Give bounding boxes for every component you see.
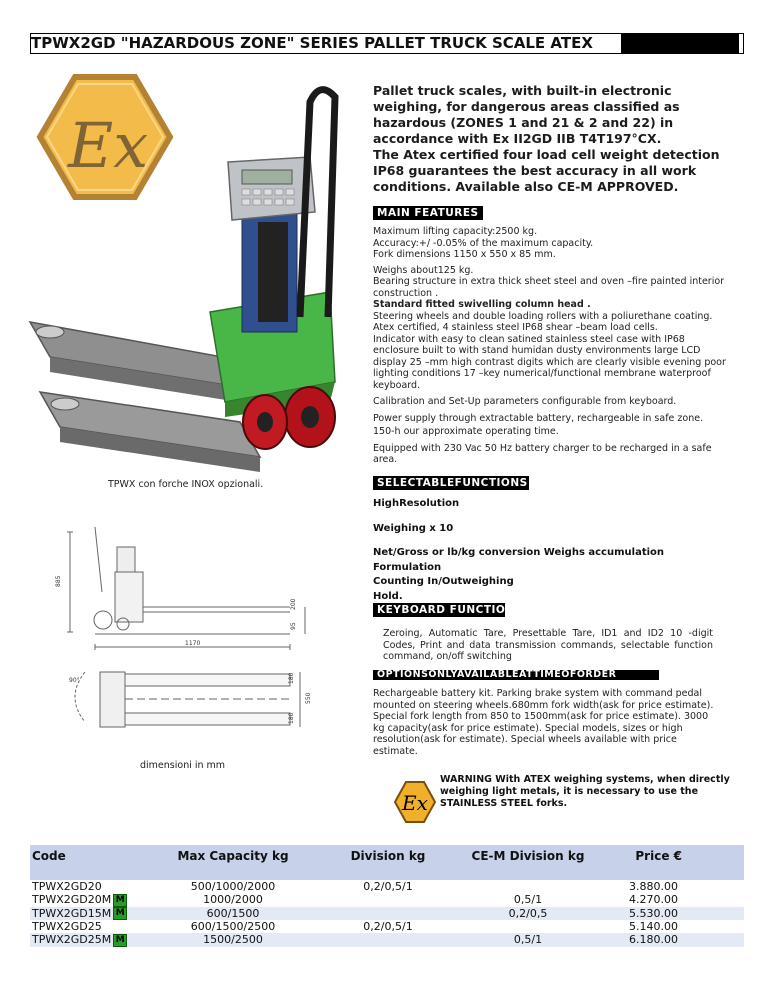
table-row (30, 920, 744, 933)
page-title: TPWX2GD "HAZARDOUS ZONE" SERIES PALLET TRUCK SCALE ATEX (30, 33, 744, 54)
svg-text:Ex: Ex (68, 109, 149, 182)
row-code: TPWX2GD20M (32, 893, 112, 906)
options-header: OPTIONSONLYAVAILABLEATTIMEOFORDER (373, 670, 659, 680)
row-price: 4.270.00 (629, 893, 678, 907)
row-price: 5.530.00 (608, 907, 744, 921)
row-capacity: 500/1000/2000 (190, 880, 276, 893)
row-division: 0,2/0,5/1 (363, 920, 413, 933)
dim-1170: 1170 (185, 640, 201, 647)
col-header-division: Division kg (328, 845, 448, 880)
row-division (328, 907, 448, 921)
title-bar-fill (621, 34, 739, 53)
table-row (30, 880, 744, 893)
warning-text: WARNING With ATEX weighing systems, when directly weighing light metals, it is necessary to use the STAINLESS STEEL forks. (440, 774, 730, 809)
feature-item: Steering wheels and double loading rollers with a poliurethane coating. (373, 310, 713, 322)
feature-item: Bearing structure in extra thick sheet steel and oven –fire painted interior construction . (373, 276, 725, 299)
dim-550: 550 (305, 692, 312, 704)
table-row (30, 907, 744, 921)
feature-item: 150-h our approximate operating time. (373, 426, 559, 437)
row-division (328, 933, 448, 947)
price-table (30, 845, 744, 947)
feature-item: Calibration and Set-Up parameters configurable from keyboard. (373, 396, 677, 407)
row-cem-division: 0,2/0,5 (448, 907, 608, 921)
drawing-caption: dimensioni in mm (140, 760, 226, 771)
options-text: Rechargeable battery kit. Parking brake system with command pedal mounted on steering wheels.680mm fork width(ask for price estimate). Special fork length from 850 to 1500mm(ask for price estimate). 3000 kg capacity(ask for price estimate). Special models, sizes or high resolution(ask for estimate). Special wheels available with price estimate. (373, 688, 714, 757)
cem-badge: M (113, 907, 127, 920)
row-cem-division: 0,5/1 (448, 933, 608, 947)
row-code: TPWX2GD20 (32, 880, 102, 893)
function-item: Formulation (373, 561, 442, 573)
row-code: TPWX2GD25 (32, 920, 102, 933)
function-item: Net/Gross or lb/kg conversion Weighs accumulation (373, 547, 665, 558)
function-item: Weighing x 10 (373, 522, 454, 534)
photo-caption: TPWX con forche INOX opzionali. (108, 479, 264, 490)
intro-text (373, 83, 728, 195)
row-capacity: 1000/2000 (203, 893, 263, 907)
row-division: 0,2/0,5/1 (363, 880, 413, 893)
function-item: HighResolution (373, 498, 460, 509)
main-features-header: MAIN FEATURES (373, 206, 483, 220)
functions-header: SELECTABLEFUNCTIONS (373, 476, 529, 490)
svg-text:Ex: Ex (402, 791, 428, 815)
dim-90: 90° (69, 677, 80, 684)
row-code: TPWX2GD25M (32, 933, 112, 946)
intro-paragraph-2: The Atex certified four load cell weight detection IP68 guarantees the best accuracy in all work conditions. Available also CE-M APPROVED. (373, 147, 720, 194)
main-features-list (373, 226, 733, 466)
dim-180-bottom: 180 (288, 712, 295, 724)
row-capacity: 600/1500 (138, 907, 328, 921)
function-item: Counting In/Outweighing (373, 576, 514, 587)
feature-item: Accuracy:+/ -0.05% of the maximum capacity. (373, 237, 594, 249)
row-capacity: 600/1500/2500 (190, 920, 276, 933)
ex-hexagon-icon (40, 77, 170, 197)
row-price: 3.880.00 (629, 880, 678, 893)
dimensions-drawing (55, 522, 315, 767)
function-item: Hold. (373, 590, 403, 602)
row-cem-division (448, 880, 608, 893)
feature-item: Fork dimensions 1150 x 550 x 85 mm. (373, 249, 556, 260)
col-header-cem-division: CE-M Division kg (448, 845, 608, 880)
row-price: 5.140.00 (629, 920, 678, 933)
row-capacity: 1500/2500 (138, 933, 328, 947)
row-code: TPWX2GD15M (32, 906, 112, 920)
row-price: 6.180.00 (608, 933, 744, 947)
col-header-price: Price € (608, 845, 744, 880)
keyboard-text: Zeroing, Automatic Tare, Presettable Tare, ID1 and ID2 10 -digit Codes, Print and data transmission commands, selectable function command, on/off switching (383, 628, 713, 662)
dim-180-top: 180 (288, 672, 295, 684)
table-row (30, 893, 744, 907)
pallet-truck-photo (10, 62, 355, 472)
col-header-code: Code (30, 845, 138, 880)
dim-95: 95 (290, 622, 297, 630)
table-header-row (30, 845, 744, 880)
dim-885: 885 (55, 575, 62, 587)
feature-item: Maximum lifting capacity:2500 kg. (373, 226, 538, 237)
row-cem-division (448, 920, 608, 933)
col-header-capacity: Max Capacity kg (138, 845, 328, 880)
table-row (30, 933, 744, 947)
cem-badge: M (113, 934, 127, 947)
ex-logo-icon (393, 780, 437, 824)
feature-item: Weighs about125 kg. (373, 264, 474, 276)
row-division (328, 893, 448, 907)
row-cem-division: 0,5/1 (513, 893, 543, 907)
functions-list (373, 497, 733, 604)
feature-item: Indicator with easy to clean satined stainless steel case with IP68 enclosure built to with stand humidan dusty environments large LCD display 25 –mm high contrast digits which are clearly visible evening poor lighting conditions 17 –key numerical/functional membrane waterproof keyboard. (373, 333, 726, 391)
feature-item: Power supply through extractable battery, rechargeable in safe zone. (373, 412, 704, 424)
cem-badge: M (113, 894, 127, 907)
keyboard-header: KEYBOARD FUNCTIO (373, 603, 505, 617)
feature-item: Standard fitted swivelling column head . (373, 299, 591, 310)
intro-paragraph-1: Pallet truck scales, with built-in electronic weighing, for dangerous areas classified as hazardous (ZONES 1 and 21 & 2 and 22) in accordance with Ex II2GD IIB T4T197°CX. (373, 83, 680, 146)
dim-200: 200 (290, 598, 297, 610)
feature-item: Atex certified, 4 stainless steel IP68 shear –beam load cells. (373, 322, 658, 333)
feature-item: Equipped with 230 Vac 50 Hz battery charger to be recharged in a safe area. (373, 442, 712, 465)
